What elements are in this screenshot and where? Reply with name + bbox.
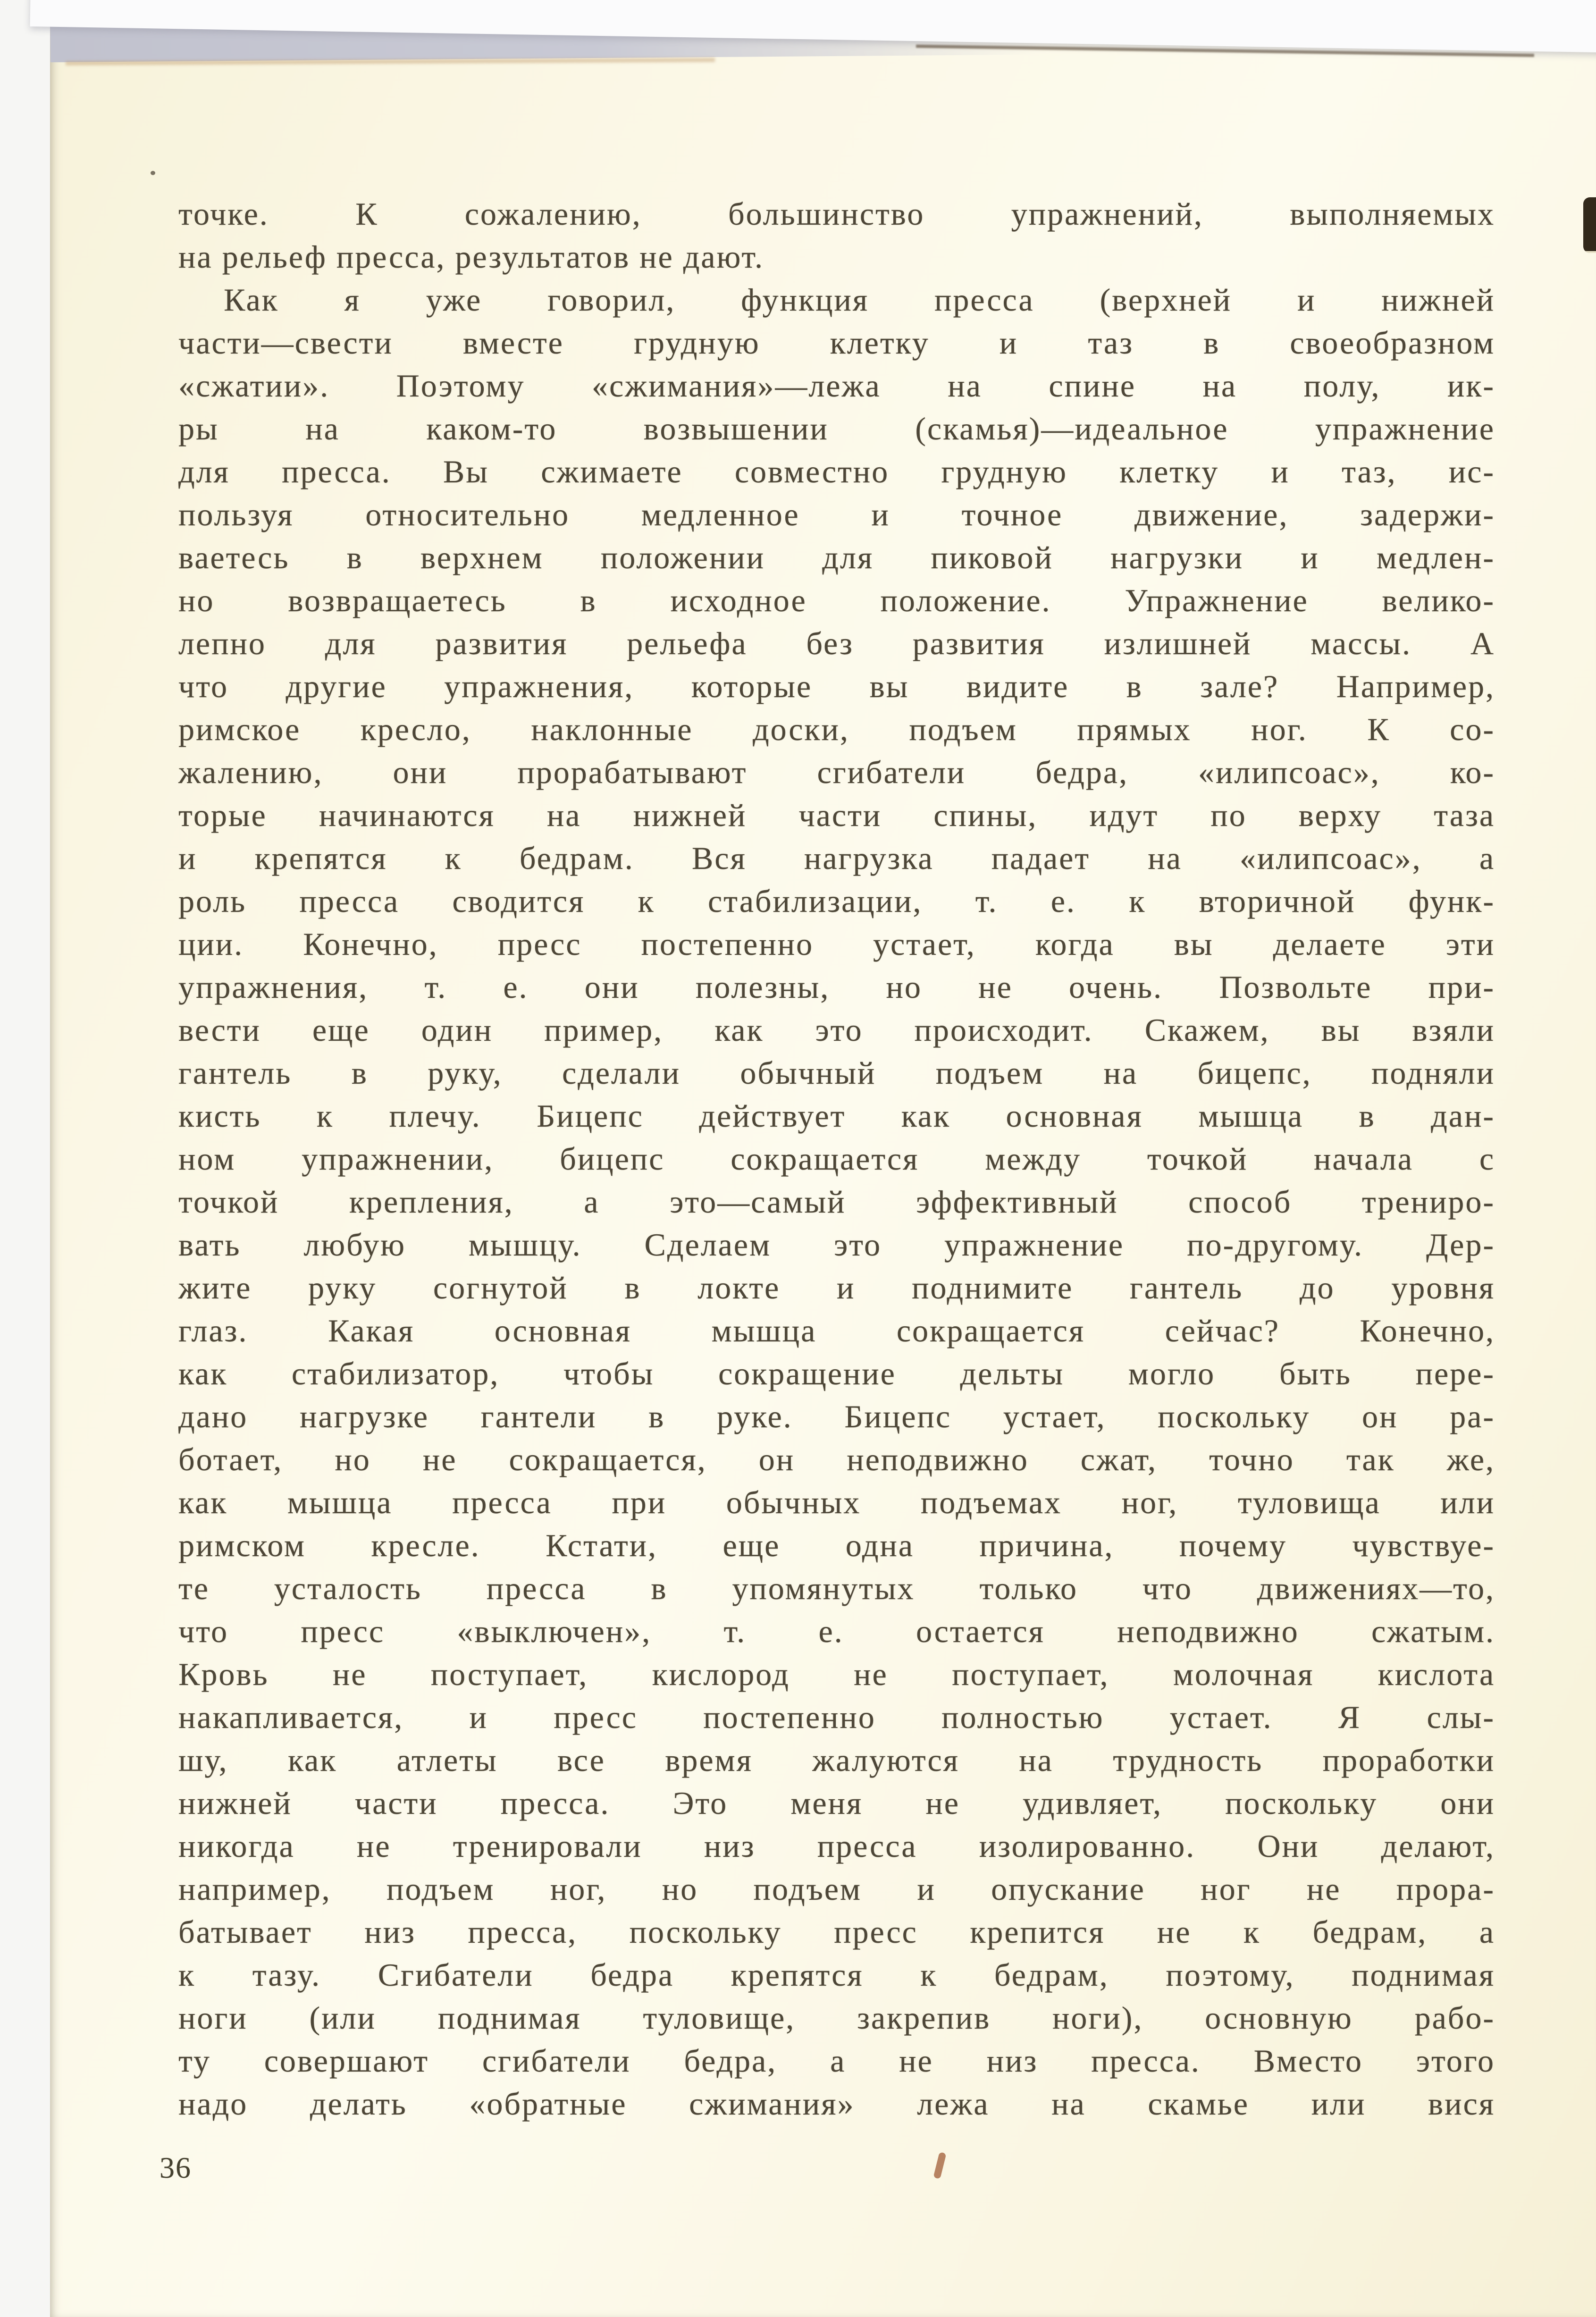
text-line: надо делать «обратные сжимания» лежа на скамье или вися	[178, 2086, 1495, 2122]
text-line: «сжатии». Поэтому «сжимания»—лежа на спине на полу, ик-	[178, 368, 1495, 404]
text-line: шу, как атлеты все время жалуются на трудность проработки	[178, 1742, 1495, 1778]
text-line: что пресс «выключен», т. е. остается неподвижно сжатым.	[178, 1613, 1495, 1649]
text-line: римском кресле. Кстати, еще одна причина, почему чувствуе-	[178, 1527, 1495, 1563]
text-line: вать любую мышцу. Сделаем это упражнение по-другому. Дер-	[178, 1227, 1495, 1263]
text-line: батывает низ пресса, поскольку пресс крепится не к бедрам, а	[178, 1914, 1495, 1950]
text-line: точке. К сожалению, большинство упражнений, выполняемых	[178, 196, 1495, 232]
text-line: что другие упражнения, которые вы видите в зале? Например,	[178, 668, 1495, 704]
page-number: 36	[160, 2151, 192, 2184]
text-line: роль пресса сводится к стабилизации, т. е. к вторичной функ-	[178, 883, 1495, 919]
text-line: ботает, но не сокращается, он неподвижно сжат, точно так же,	[178, 1441, 1495, 1477]
text-line: глаз. Какая основная мышца сокращается сейчас? Конечно,	[178, 1313, 1495, 1348]
stain-mark	[933, 2152, 946, 2179]
text-line: ваетесь в верхнем положении для пиковой нагрузки и медлен-	[178, 539, 1495, 575]
text-line: как стабилизатор, чтобы сокращение дельты могло быть пере-	[178, 1356, 1495, 1391]
text-block	[178, 193, 1495, 2125]
text-line: лепно для развития рельефа без развития излишней массы. А	[178, 625, 1495, 661]
text-line: Как я уже говорил, функция пресса (верхней и нижней	[224, 282, 1495, 318]
text-line: к тазу. Сгибатели бедра крепятся к бедрам, поэтому, поднимая	[178, 1957, 1495, 1993]
text-line: гантель в руку, сделали обычный подъем на бицепс, подняли	[178, 1055, 1495, 1091]
text-line: на рельеф пресса, результатов не дают.	[178, 239, 764, 275]
text-line: пользуя относительно медленное и точное движение, задержи-	[178, 497, 1495, 532]
text-line: части—свести вместе грудную клетку и таз в своеобразном	[178, 325, 1495, 361]
text-line: ноги (или поднимая туловище, закрепив ноги), основную рабо-	[178, 2000, 1495, 2036]
text-line: но возвращаетесь в исходное положение. Упражнение велико-	[178, 582, 1495, 618]
text-line: точкой крепления, а это—самый эффективный способ трениро-	[178, 1184, 1495, 1220]
text-line: ции. Конечно, пресс постепенно устает, когда вы делаете эти	[178, 926, 1495, 962]
text-line: жите руку согнутой в локте и поднимите гантель до уровня	[178, 1270, 1495, 1306]
text-line: и крепятся к бедрам. Вся нагрузка падает на «илипсоас», а	[178, 840, 1495, 876]
text-line: например, подъем ног, но подъем и опускание ног не прора-	[178, 1871, 1495, 1907]
text-line: накапливается, и пресс постепенно полностью устает. Я слы-	[178, 1699, 1495, 1735]
text-line: вести еще один пример, как это происходит. Скажем, вы взяли	[178, 1012, 1495, 1048]
text-line: те усталость пресса в упомянутых только что движениях—то,	[178, 1570, 1495, 1606]
text-line: ту совершают сгибатели бедра, а не низ пресса. Вместо этого	[178, 2043, 1495, 2079]
text-line: жалению, они прорабатывают сгибатели бедра, «илипсоас», ко-	[178, 754, 1495, 790]
text-line: упражнения, т. е. они полезны, но не очень. Позвольте при-	[178, 969, 1495, 1005]
text-line: нижней части пресса. Это меня не удивляет, поскольку они	[178, 1785, 1495, 1821]
text-line: никогда не тренировали низ пресса изолированно. Они делают,	[178, 1828, 1495, 1864]
text-line: дано нагрузке гантели в руке. Бицепс устает, поскольку он ра-	[178, 1399, 1495, 1434]
ink-blot-mark	[1583, 197, 1596, 253]
paper-speck	[151, 171, 155, 175]
text-line: римское кресло, наклонные доски, подъем прямых ног. К со-	[178, 711, 1495, 747]
text-line: как мышца пресса при обычных подъемах ног, туловища или	[178, 1484, 1495, 1520]
text-line: для пресса. Вы сжимаете совместно грудную клетку и таз, ис-	[178, 454, 1495, 489]
text-line: ном упражнении, бицепс сокращается между точкой начала с	[178, 1141, 1495, 1177]
text-line: торые начинаются на нижней части спины, идут по верху таза	[178, 797, 1495, 833]
text-line: Кровь не поступает, кислород не поступает, молочная кислота	[178, 1656, 1495, 1692]
text-line: ры на каком-то возвышении (скамья)—идеальное упражнение	[178, 411, 1495, 447]
text-line: кисть к плечу. Бицепс действует как основная мышца в дан-	[178, 1098, 1495, 1134]
